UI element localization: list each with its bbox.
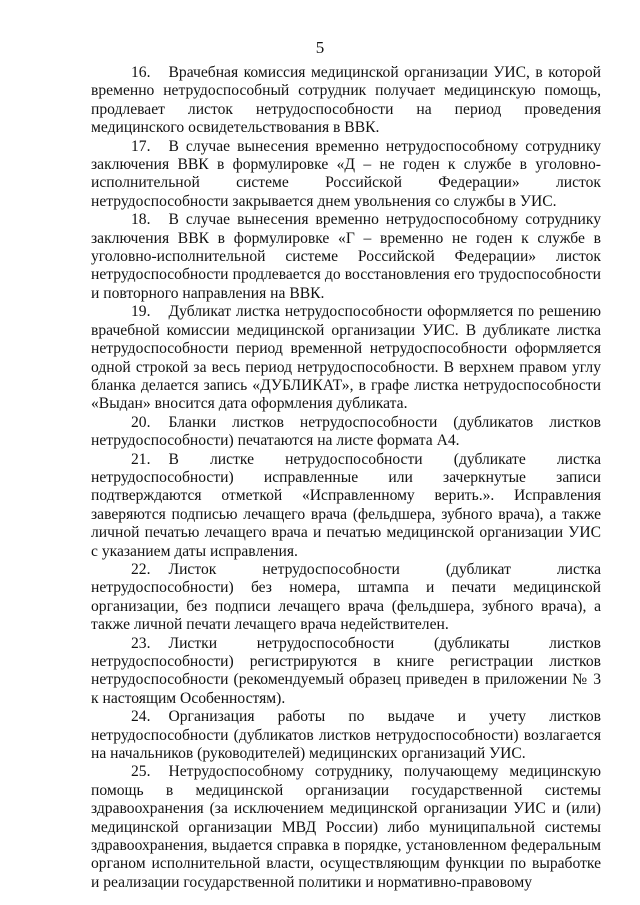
paragraph-19 <box>91 303 601 413</box>
paragraph-text: Организация работы по выдаче и учету листков нетрудоспособности (дубликатов листков нетрудоспособности) возлагается на начальников (руководителей) медицинских организаций УИС. <box>91 708 601 763</box>
paragraph-number: 20. <box>131 413 151 431</box>
paragraph-number: 16. <box>131 64 151 81</box>
document-body <box>91 64 601 892</box>
paragraph-text: Листок нетрудоспособности (дубликат листка нетрудоспособности) без номера, штампа и печати медицинской организации, без подписи лечащего врача (фельдшера, зубного врача), а также личной печати лечащего врача недействителен. <box>91 560 601 634</box>
paragraph-text: В случае вынесения временно нетрудоспособному сотруднику заключения ВВК в формулировке «Г – временно не годен к службе в уголовно-исполнительной системе Российской Федерации» листок нетрудоспособности продлевается до восстановления его трудоспособности и повторного направления на ВВК. <box>91 211 601 302</box>
paragraph-text: Врачебная комиссия медицинской организации УИС, в которой временно нетрудоспособный сотрудник получает медицинскую помощь, продлевает листок нетрудоспособности на период проведения медицинского освидетельствования в ВВК. <box>91 64 601 137</box>
paragraph-number: 17. <box>131 137 151 155</box>
paragraph-text: Листки нетрудоспособности (дубликаты листков нетрудоспособности) регистрируются в книге регистрации листков нетрудоспособности (рекомендуемый образец приведен в приложении № 3 к настоящим Особенностям). <box>91 634 601 707</box>
paragraph-number: 24. <box>131 708 151 726</box>
paragraph-text: Бланки листков нетрудоспособности (дубликатов листков нетрудоспособности) печатаются на листе формата А4. <box>91 413 601 450</box>
paragraph-number: 23. <box>131 634 151 652</box>
paragraph-22 <box>91 561 601 635</box>
paragraph-24 <box>91 708 601 763</box>
page-number: 5 <box>315 38 325 57</box>
paragraph-number: 21. <box>131 450 151 468</box>
paragraph-20 <box>91 414 601 451</box>
paragraph-25 <box>91 763 601 892</box>
paragraph-number: 22. <box>131 560 151 578</box>
paragraph-number: 19. <box>131 303 151 321</box>
paragraph-text: Дубликат листка нетрудоспособности оформляется по решению врачебной комиссии медицинской организации УИС. В дубликате листка нетрудоспособности период временной нетрудоспособности оформляется одной строкой за весь период нетрудоспособности. В верхнем правом углу бланка делается запись «ДУБЛИКАТ», в графе листка нетрудоспособности «Выдан» вносится дата оформления дубликата. <box>91 303 601 413</box>
paragraph-number: 25. <box>131 763 151 781</box>
paragraph-text: В случае вынесения временно нетрудоспособному сотруднику заключения ВВК в формулировке «Д – не годен к службе в уголовно-исполнительной системе Российской Федерации» листок нетрудоспособности закрывается днем увольнения со службы в УИС. <box>91 137 601 210</box>
paragraph-number: 18. <box>131 211 151 229</box>
paragraph-text: В листке нетрудоспособности (дубликате листка нетрудоспособности) исправленные или зачеркнутые записи подтверждаются отметкой «Исправленному верить.». Исправления заверяются подписью лечащего врача (фельдшера, зубного врача), а также личной печатью лечащего врача и печатью медицинской организации УИС с указанием даты исправления. <box>91 450 601 560</box>
paragraph-17 <box>91 138 601 212</box>
paragraph-16 <box>91 64 601 138</box>
paragraph-21 <box>91 451 601 561</box>
paragraph-18 <box>91 211 601 303</box>
paragraph-23 <box>91 635 601 709</box>
paragraph-text: Нетрудоспособному сотруднику, получающему медицинскую помощь в медицинской организации государственной системы здравоохранения (за исключением медицинской организации УИС и (или) медицинской организации МВД России) либо муниципальной системы здравоохранения, выдается справка в порядке, установленном федеральным органом исполнительной власти, осуществляющим функции по выработке и реализации государственной политики и нормативно-правовому <box>91 763 601 891</box>
